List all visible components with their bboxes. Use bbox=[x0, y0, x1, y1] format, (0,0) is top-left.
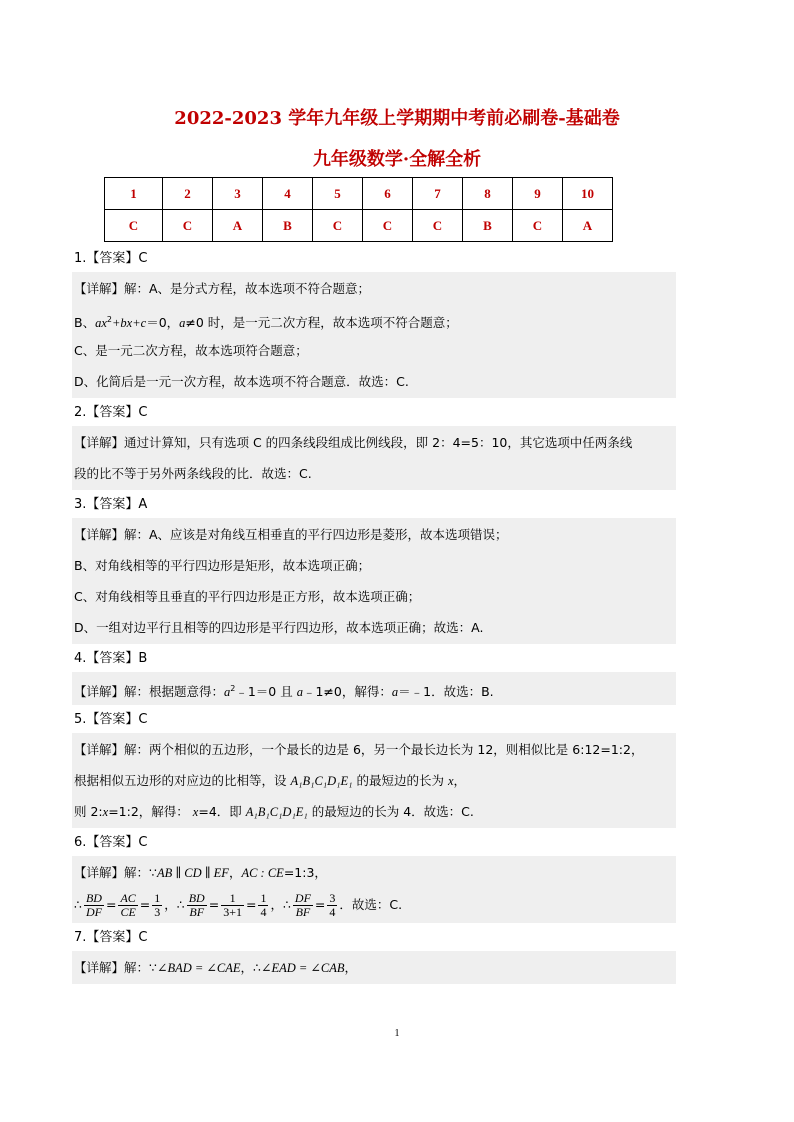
document-subtitle: 九年级数学·全解全析 bbox=[312, 149, 482, 170]
fraction: $\frac{1}{3+1}$ bbox=[223, 890, 242, 919]
q2-line-1: 【详解】通过计算知，只有选项 C 的四条线段组成比例线段，即 2：4=5：10，其它选项中任两条线 bbox=[74, 435, 633, 450]
q6-line-1: 【详解】解：∵AB ∥ CD ∥ EF，AC : CE=1:3， bbox=[74, 865, 327, 880]
answer-table-number-row bbox=[105, 178, 613, 210]
q3-line-3: C、对角线相等且垂直的平行四边形是正方形，故本选项正确； bbox=[74, 589, 421, 604]
answer-table-answer-cell: C bbox=[413, 210, 463, 242]
answer-table-number-cell: 5 bbox=[313, 178, 363, 210]
q5-line-2: 根据相似五边形的对应边的比相等，设 A₁B₁C₁D₁E₁ 的最短边的长为 x， bbox=[74, 773, 467, 788]
q1-line-4: D、化简后是一元一次方程，故本选项不符合题意．故选：C. bbox=[74, 374, 409, 389]
answer-table-number-cell: 6 bbox=[363, 178, 413, 210]
q5-line-3: 则 2:x=1:2，解得： x=4．即 A₁B₁C₁D₁E₁ 的最短边的长为 4．故选：C. bbox=[74, 804, 474, 819]
q5-answer: 5.【答案】C bbox=[74, 712, 148, 727]
page-number: 1 bbox=[394, 1028, 400, 1039]
answer-table-number-cell: 8 bbox=[463, 178, 513, 210]
q2-answer: 2.【答案】C bbox=[74, 405, 148, 420]
q4-answer: 4.【答案】B bbox=[74, 651, 148, 666]
fraction: $\frac{1}{4}$ bbox=[260, 890, 267, 919]
answer-table-answer-cell: C bbox=[363, 210, 413, 242]
q4-explanation bbox=[72, 672, 676, 705]
q5-explanation bbox=[72, 733, 676, 828]
answer-table-answer-cell: A bbox=[213, 210, 263, 242]
q6-answer: 6.【答案】C bbox=[74, 835, 148, 850]
fraction: $\frac{3}{4}$ bbox=[329, 890, 336, 919]
q7-line-1: 【详解】解：∵∠BAD = ∠CAE，∴∠EAD = ∠CAB， bbox=[74, 960, 358, 975]
q3-line-2: B、对角线相等的平行四边形是矩形，故本选项正确； bbox=[74, 558, 371, 573]
q3-line-4: D、一组对边平行且相等的四边形是平行四边形，故本选项正确；故选：A. bbox=[74, 620, 484, 635]
answer-table-answer-cell: C bbox=[105, 210, 163, 242]
q1-line-3: C、是一元二次方程，故本选项符合题意； bbox=[74, 343, 308, 358]
q7-explanation bbox=[72, 951, 676, 984]
fraction: $\frac{AC}{CE}$ bbox=[120, 890, 136, 919]
document-title: 2022-2023 学年九年级上学期期中考前必刷卷-基础卷 bbox=[174, 108, 620, 129]
q2-explanation bbox=[72, 426, 676, 490]
answer-table-number-cell: 7 bbox=[413, 178, 463, 210]
answer-table-answer-cell: A bbox=[563, 210, 613, 242]
q1-line-2: B、$ax^2+bx+c=0$，a≠0 时，是一元二次方程，故本选项不符合题意； bbox=[74, 315, 458, 331]
q2-line-2: 段的比不等于另外两条线段的比．故选：C. bbox=[74, 466, 312, 481]
answer-table-answer-cell: B bbox=[463, 210, 513, 242]
q6-explanation bbox=[72, 856, 676, 923]
q7-answer: 7.【答案】C bbox=[74, 930, 148, 945]
fraction: $\frac{1}{3}$ bbox=[154, 890, 161, 919]
solutions bbox=[72, 247, 676, 987]
q1-explanation bbox=[72, 272, 676, 398]
answer-table-number-cell: 2 bbox=[163, 178, 213, 210]
fraction: $\frac{BD}{BF}$ bbox=[188, 890, 205, 919]
answer-table-number-cell: 1 bbox=[105, 178, 163, 210]
answer-table-answer-cell: C bbox=[163, 210, 213, 242]
q1-answer: 1.【答案】C bbox=[74, 251, 148, 266]
q6-line-2: ∴ $\frac{BD}{DF}$ = $\frac{AC}{CE}$ = $\frac{1}{3}$ ，∴ $\frac{BD}{BF}$ = $\frac{1}{3+1}$ = $\frac{1}{4}$ ，∴ $\frac{DF}{BF}$ = $\frac{3}{4}$ ．故选：C. bbox=[74, 890, 403, 919]
q1-line-1: 【详解】解：A、是分式方程，故本选项不符合题意； bbox=[74, 281, 371, 296]
answer-table-number-cell: 3 bbox=[213, 178, 263, 210]
answer-table-answer-cell: B bbox=[263, 210, 313, 242]
q3-explanation bbox=[72, 518, 676, 644]
answer-table-number-cell: 4 bbox=[263, 178, 313, 210]
answer-table-answer-cell: C bbox=[313, 210, 363, 242]
q4-line-1: 【详解】解：根据题意得：$a^2﹣1=0$ 且 a﹣1≠0，解得：a＝﹣1．故选：B. bbox=[74, 684, 494, 700]
fraction: $\frac{BD}{DF}$ bbox=[85, 890, 102, 919]
q3-line-1: 【详解】解：A、应该是对角线互相垂直的平行四边形是菱形，故本选项错误； bbox=[74, 527, 508, 542]
answer-table-number-cell: 10 bbox=[563, 178, 613, 210]
q3-answer: 3.【答案】A bbox=[74, 497, 148, 512]
answer-table-number-cell: 9 bbox=[513, 178, 563, 210]
answer-table bbox=[104, 177, 613, 242]
answer-table-answer-cell: C bbox=[513, 210, 563, 242]
fraction: $\frac{DF}{BF}$ bbox=[294, 890, 311, 919]
answer-table-answer-row bbox=[105, 210, 613, 242]
q5-line-1: 【详解】解：两个相似的五边形，一个最长的边是 6，另一个最长边长为 12，则相似比是 6:12=1:2， bbox=[74, 742, 644, 757]
